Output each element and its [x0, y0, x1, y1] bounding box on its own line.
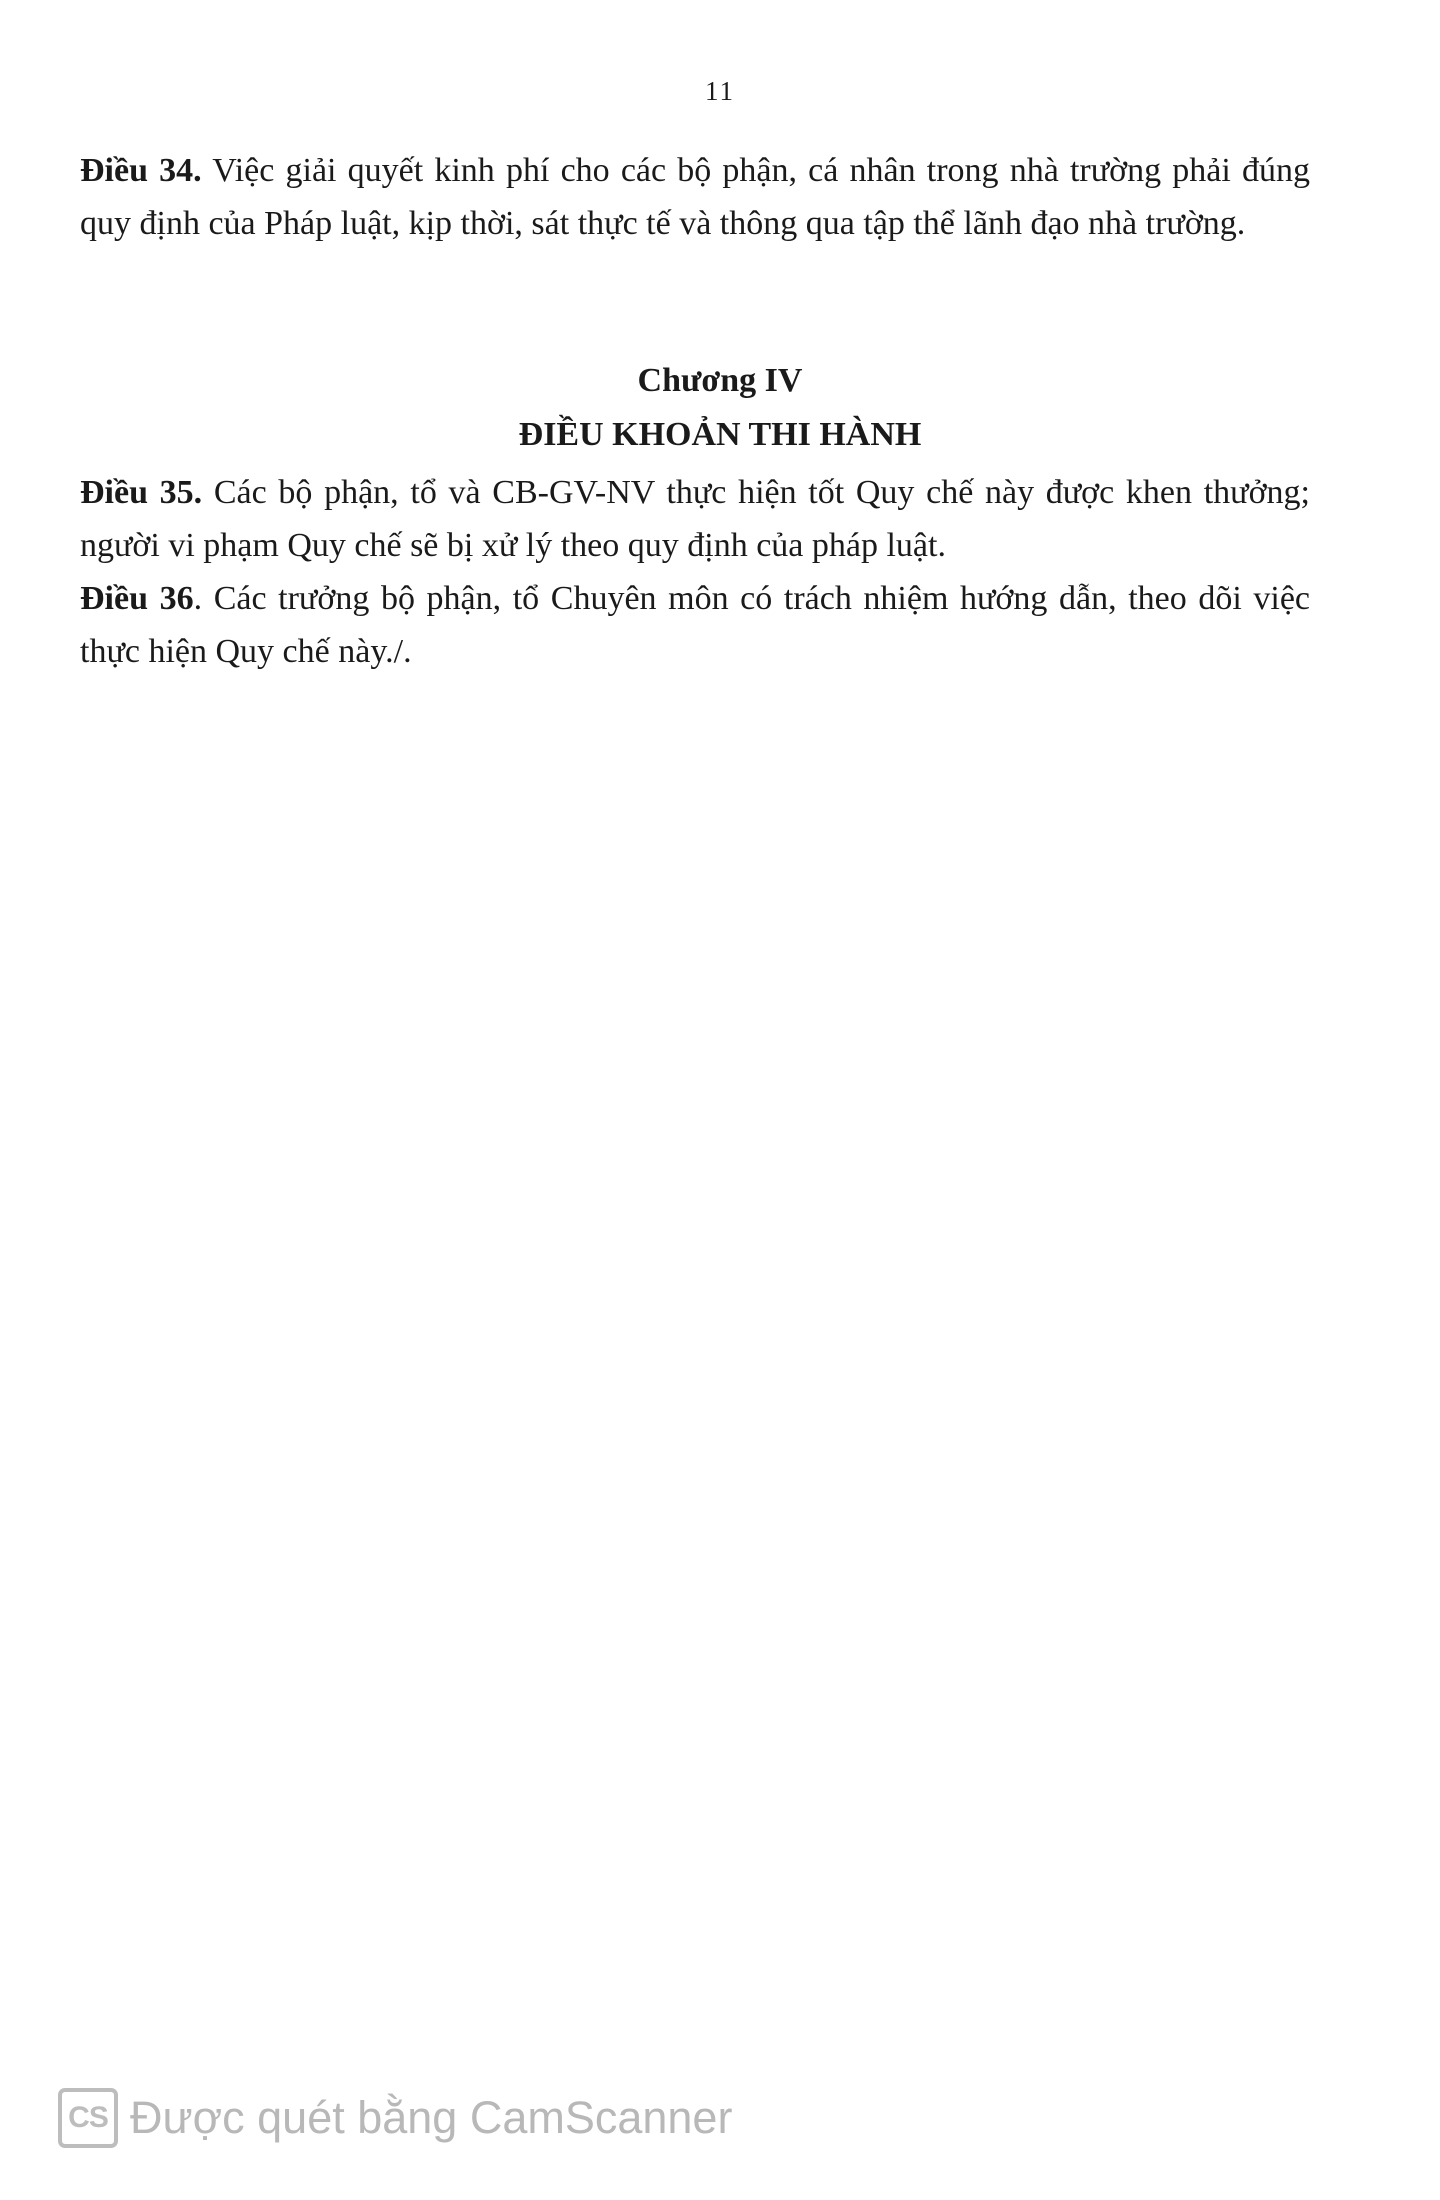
- article-35-text: Các bộ phận, tổ và CB-GV-NV thực hiện tốt Quy chế này được khen thưởng; người vi phạm Quy chế sẽ bị xử lý theo quy định của pháp luật.: [80, 474, 1311, 564]
- article-36-label: Điều 36: [80, 580, 194, 617]
- camscanner-watermark: [58, 2088, 732, 2148]
- article-35-label: Điều 35.: [80, 474, 203, 511]
- article-35: [80, 466, 1310, 572]
- chapter-number: Chương IV: [637, 362, 803, 399]
- article-34-label: Điều 34.: [80, 152, 202, 189]
- page-number: 11: [705, 76, 735, 106]
- article-36-text: . Các trưởng bộ phận, tổ Chuyên môn có trách nhiệm hướng dẫn, theo dõi việc thực hiện Quy chế này./.: [80, 580, 1311, 670]
- article-36: [80, 572, 1310, 678]
- chapter-title: ĐIỀU KHOẢN THI HÀNH: [518, 416, 922, 453]
- article-34: [80, 144, 1310, 250]
- article-34-text: Việc giải quyết kinh phí cho các bộ phận, cá nhân trong nhà trường phải đúng quy định của Pháp luật, kịp thời, sát thực tế và thông qua tập thể lãnh đạo nhà trường.: [80, 152, 1310, 242]
- watermark-text: Được quét bằng CamScanner: [130, 2092, 733, 2143]
- camscanner-logo-icon: CS: [58, 2088, 118, 2148]
